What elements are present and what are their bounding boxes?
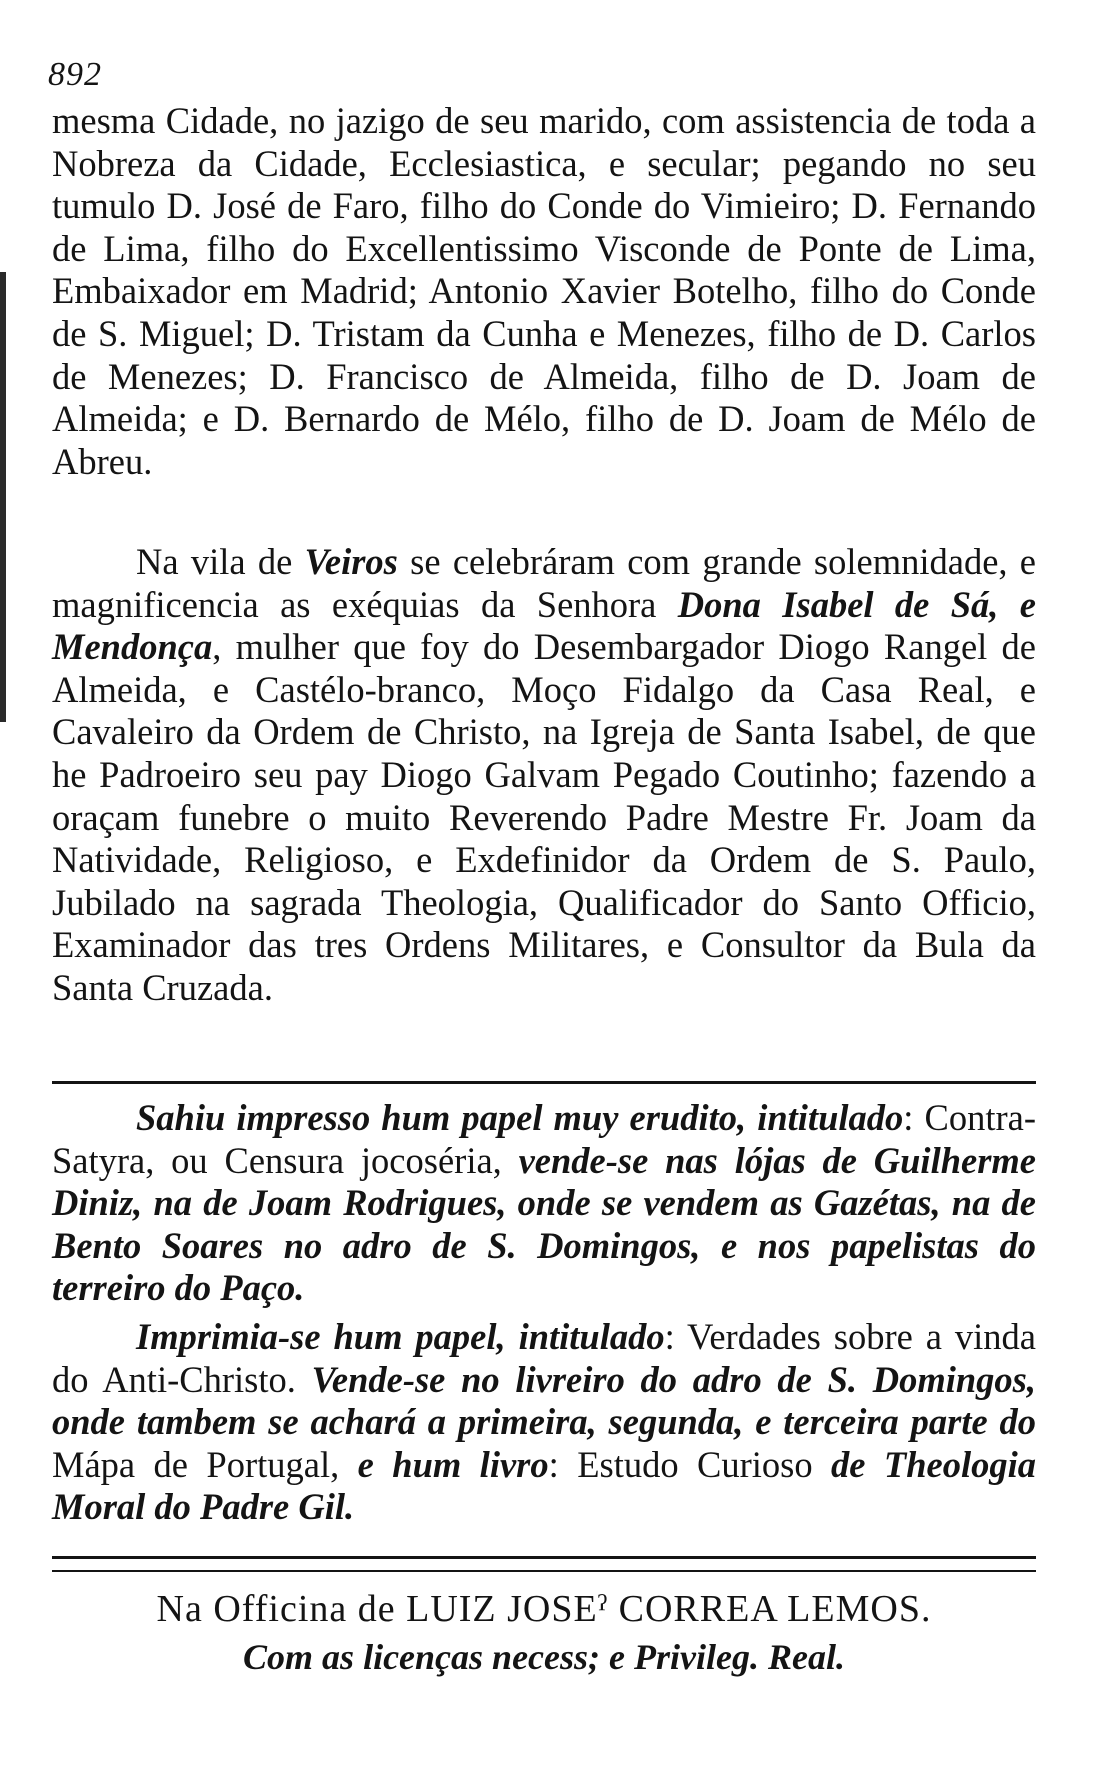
text-segment-italic: Sahiu impresso hum papel muy erudito, intitulado (136, 1097, 904, 1138)
paragraph-funeral-pallbearers (52, 100, 1036, 483)
notice-contra-satyra (52, 1097, 1036, 1310)
title-verdades: : Verdades sobre a vinda do Anti-Christo. (52, 1316, 1036, 1400)
page-edge-shadow (0, 272, 6, 722)
text-segment-italic: e hum livro (357, 1443, 549, 1485)
printer-imprint: Na Officina de LUIZ JOSEˀ CORREA LEMOS. (156, 1588, 932, 1630)
person-name-dona-isabel: Dona Isabel de Sá, e Mendonça (52, 583, 1036, 668)
text-segment: se celebráram com grande solemnidade, e magnificencia as exéquias da Senhora (52, 541, 1036, 625)
text-segment-italic: Vende-se no livreiro do adro de S. Domingos, onde tambem se achará a primeira, segunda, e terceira parte do (52, 1358, 1036, 1443)
page-number: 892 (48, 56, 102, 93)
text-segment: , mulher que foy do Desembargador Diogo Rangel de Almeida, e Castélo-branco, Moço Fidalgo da Casa Real, e Cavaleiro da Ordem de Christo, na Igreja de Santa Isabel, de que he Padroeiro seu pay Diogo Galvam Pegado Coutinho; fazendo a oraçam funebre o muito Reverendo Padre Mestre Fr. Joam da Natividade, Religioso, e Exdefinidor da Ordem de S. Paulo, Jubilado na sagrada Theologia, Qualificador do Santo Officio, Examinador das tres Ordens Militares, e Consultor da Bula da Santa Cruzada. (52, 626, 1036, 1008)
paragraph-veiros-exequies (52, 541, 1036, 1010)
section-divider (52, 1081, 1036, 1084)
text-segment-italic: vende-se nas lójas de Guilherme Diniz, na de Joam Rodrigues, onde se vendem as Gazétas, na de Bento Soares no adro de S. Domingos, e nos papelistas do terreiro do Paço. (52, 1139, 1037, 1309)
title-estudo-curioso: : Estudo Curioso (548, 1443, 832, 1485)
title-contra-satyra: : Contra-Satyra, ou Censura jocoséria, (52, 1097, 1037, 1181)
text-segment-italic: Imprimia-se hum papel, intitulado (136, 1316, 665, 1357)
notice-verdades (52, 1316, 1036, 1529)
license-line: Com as licenças necess; e Privileg. Real. (243, 1637, 845, 1677)
footer-divider-top (52, 1556, 1036, 1559)
footer-divider-bottom (52, 1570, 1036, 1572)
text-segment-italic: de Theologia Moral do Padre Gil. (52, 1443, 1036, 1528)
title-mapa-de-portugal: Mápa de Portugal, (52, 1443, 358, 1485)
paragraph-text: mesma Cidade, no jazigo de seu marido, com assistencia de toda a Nobreza da Cidade, Ecclesiastica, e secular; pegando no seu tumulo D. José de Faro, filho do Conde do Vimieiro; D. Fernando de Lima, filho do Excellentissimo Visconde de Ponte de Lima, Embaixador em Madrid; Antonio Xavier Botelho, filho do Conde de S. Miguel; D. Tristam da Cunha e Menezes, filho de D. Carlos de Menezes; D. Francisco de Almeida, filho de D. Joam de Almeida; e D. Bernardo de Mélo, filho de D. Joam de Mélo de Abreu. (52, 100, 1036, 482)
place-name-veiros: Veiros (304, 541, 398, 582)
text-segment: Na vila de (136, 541, 305, 582)
